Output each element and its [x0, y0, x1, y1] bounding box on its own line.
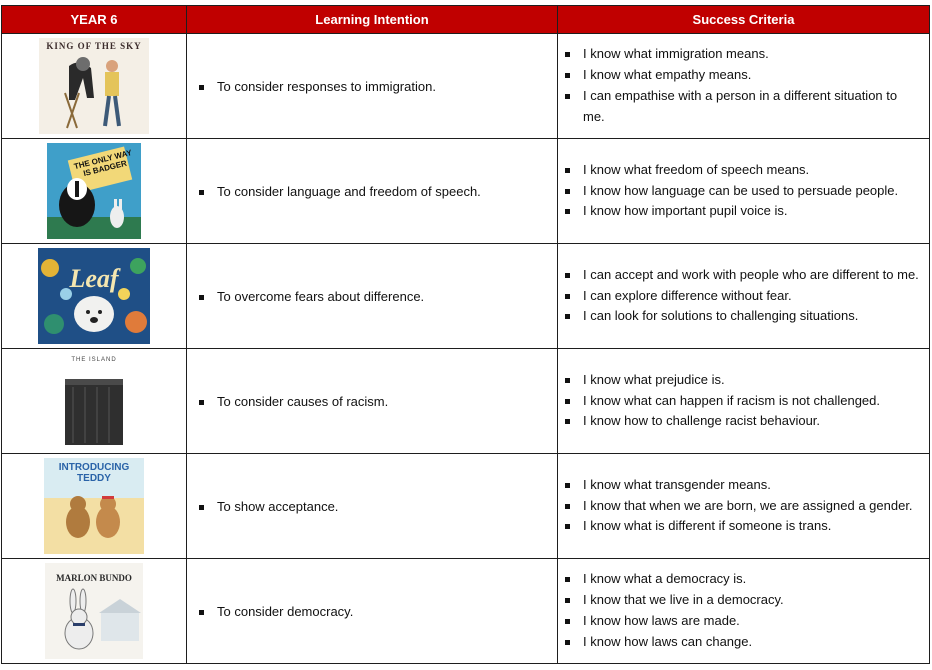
criteria-item — [565, 86, 919, 128]
criteria-text: I can look for solutions to challenging situations. — [583, 308, 859, 324]
book-cover-the-only-way-is-badger — [47, 143, 141, 239]
book-cover-the-island — [53, 353, 135, 449]
criteria-text: I know what transgender means. — [583, 476, 771, 492]
bullet-icon — [565, 378, 570, 383]
criteria-item — [565, 65, 919, 86]
table-row — [2, 454, 930, 559]
criteria-item — [565, 516, 919, 537]
criteria-item — [565, 411, 919, 432]
bullet-icon — [565, 94, 570, 99]
criteria-item — [565, 44, 919, 65]
criteria-text: I know what freedom of speech means. — [583, 161, 810, 177]
bullet-icon — [565, 577, 570, 582]
criteria-item — [565, 632, 919, 653]
bullet-icon — [199, 190, 204, 195]
cover-title: MARLON BUNDO — [56, 573, 132, 583]
criteria-text: I know what is different if someone is trans. — [583, 518, 832, 534]
success-criteria-cell — [558, 559, 930, 664]
bullet-icon — [565, 504, 570, 509]
bullet-icon — [565, 209, 570, 214]
bullet-icon — [565, 524, 570, 529]
criteria-item — [565, 475, 919, 496]
criteria-text: I know how laws are made. — [583, 613, 740, 628]
criteria-text: I know what prejudice is. — [583, 371, 725, 387]
success-criteria-list — [558, 569, 929, 652]
bullet-icon — [565, 73, 570, 78]
criteria-text: I know that we live in a democracy. — [583, 592, 784, 608]
learning-intention-text: To consider responses to immigration. — [217, 78, 436, 94]
bullet-icon — [199, 610, 204, 615]
success-criteria-list — [558, 160, 929, 222]
table-row — [2, 34, 930, 139]
criteria-item — [565, 496, 919, 517]
bullet-icon — [199, 505, 204, 510]
bullet-icon — [199, 295, 204, 300]
book-cover-cell — [2, 454, 187, 559]
success-criteria-cell — [558, 349, 930, 454]
cover-title: THE ISLAND — [71, 357, 117, 363]
success-criteria-cell — [558, 454, 930, 559]
learning-intention-text: To consider democracy. — [217, 603, 354, 619]
bullet-icon — [565, 598, 570, 603]
criteria-item — [565, 181, 919, 202]
criteria-text: I can empathise with a person in a different situation to me. — [583, 88, 898, 124]
criteria-item — [565, 201, 919, 222]
criteria-item — [565, 306, 919, 327]
bullet-icon — [565, 189, 570, 194]
book-cover-leaf — [38, 248, 150, 344]
criteria-text: I know how laws can change. — [583, 633, 753, 649]
criteria-item — [565, 611, 919, 632]
bullet-icon — [565, 168, 570, 173]
bullet-icon — [565, 619, 570, 624]
bullet-icon — [565, 399, 570, 404]
bullet-icon — [565, 483, 570, 488]
cover-title: KING OF THE SKY — [46, 41, 142, 51]
criteria-item — [565, 160, 919, 181]
criteria-item — [565, 370, 919, 391]
criteria-text: I know what immigration means. — [583, 46, 769, 62]
cover-title: INTRODUCING TEDDY — [58, 462, 130, 484]
book-cover-introducing-teddy — [44, 458, 144, 554]
bullet-icon — [199, 400, 204, 405]
cover-illustration — [45, 563, 143, 659]
success-criteria-cell — [558, 244, 930, 349]
book-cover-cell — [2, 559, 187, 664]
criteria-item — [565, 590, 919, 611]
criteria-text: I know what can happen if racism is not challenged. — [583, 392, 881, 408]
learning-intention-text: To overcome fears about difference. — [217, 288, 425, 304]
criteria-item — [565, 265, 919, 286]
learning-intention-cell — [187, 559, 558, 664]
criteria-item — [565, 569, 919, 590]
learning-intention-cell — [187, 454, 558, 559]
success-criteria-list — [558, 475, 929, 537]
table-row — [2, 559, 930, 664]
success-criteria-list — [558, 44, 929, 127]
learning-intention-text: To consider causes of racism. — [217, 393, 389, 409]
book-cover-cell — [2, 244, 187, 349]
book-cover-king-of-the-sky — [39, 38, 149, 134]
criteria-item — [565, 286, 919, 307]
learning-intention-cell — [187, 139, 558, 244]
cover-illustration — [39, 38, 149, 134]
learning-intention-cell — [187, 349, 558, 454]
learning-intention-text: To consider language and freedom of speech. — [217, 183, 481, 199]
table-row — [2, 139, 930, 244]
bullet-icon — [565, 640, 570, 645]
book-cover-cell — [2, 139, 187, 244]
learning-intention-cell — [187, 244, 558, 349]
criteria-item — [565, 391, 919, 412]
success-criteria-list — [558, 370, 929, 432]
cover-illustration — [38, 248, 150, 344]
success-criteria-cell — [558, 34, 930, 139]
bullet-icon — [565, 273, 570, 278]
success-criteria-header: Success Criteria — [558, 6, 930, 34]
curriculum-table — [1, 5, 930, 664]
learning-intention-text: To show acceptance. — [217, 498, 339, 514]
success-criteria-list — [558, 265, 929, 327]
bullet-icon — [199, 85, 204, 90]
criteria-text: I know what empathy means. — [583, 67, 752, 83]
cover-illustration — [53, 353, 135, 449]
book-cover-marlon-bundo — [45, 563, 143, 659]
header-row — [2, 6, 930, 34]
year-header: YEAR 6 — [2, 6, 187, 34]
criteria-text: I know how important pupil voice is. — [583, 203, 788, 219]
bullet-icon — [565, 294, 570, 299]
criteria-text: I know how language can be used to persuade people. — [583, 182, 899, 198]
book-cover-cell — [2, 349, 187, 454]
criteria-text: I know how to challenge racist behaviour. — [583, 413, 821, 429]
learning-intention-header: Learning Intention — [187, 6, 558, 34]
criteria-text: I can explore difference without fear. — [583, 287, 792, 303]
bullet-icon — [565, 314, 570, 319]
cover-title: THE ONLY WAY IS BADGER — [73, 148, 133, 179]
table-row — [2, 244, 930, 349]
cover-title: Leaf — [69, 264, 119, 293]
success-criteria-cell — [558, 139, 930, 244]
criteria-text: I know what a democracy is. — [583, 571, 747, 587]
learning-intention-cell — [187, 34, 558, 139]
bullet-icon — [565, 52, 570, 57]
book-cover-cell — [2, 34, 187, 139]
criteria-text: I know that when we are born, we are assigned a gender. — [583, 497, 913, 513]
table-row — [2, 349, 930, 454]
criteria-text: I can accept and work with people who are different to me. — [583, 266, 919, 282]
bullet-icon — [565, 419, 570, 424]
